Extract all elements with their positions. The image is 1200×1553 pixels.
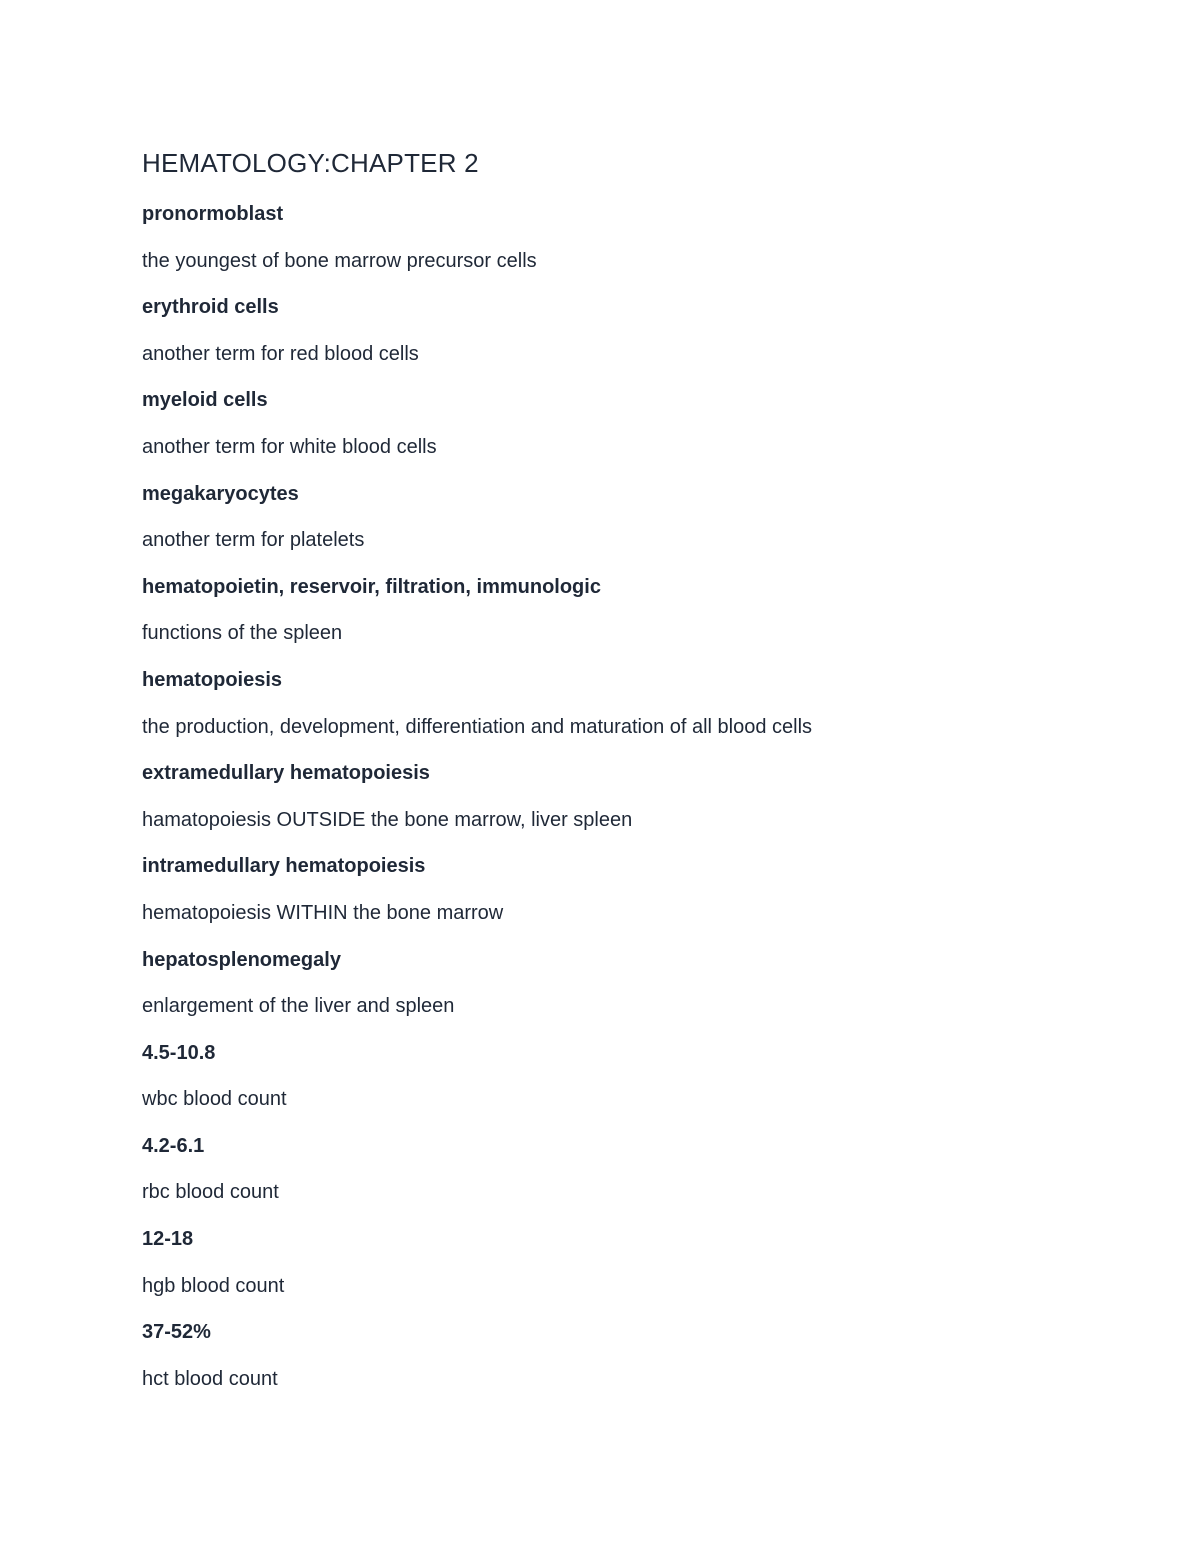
card-definition: hct blood count [142,1367,278,1390]
card-term: hepatosplenomegaly [142,948,341,971]
card-definition: hamatopoiesis OUTSIDE the bone marrow, liver spleen [142,808,633,831]
card-definition: hematopoiesis WITHIN the bone marrow [142,901,504,924]
card-term: 12-18 [142,1228,194,1251]
card-definition: another term for white blood cells [142,435,437,458]
card-definition: the youngest of bone marrow precursor cells [142,249,537,272]
card-definition: another term for red blood cells [142,342,419,365]
card-definition: wbc blood count [142,1088,287,1111]
card-term: hematopoietin, reservoir, filtration, immunologic [142,575,601,598]
card-term: pronormoblast [142,203,284,225]
card-definition: the production, development, differentiation and maturation of all blood cells [142,715,813,738]
card-term: 37-52% [142,1321,211,1344]
card-term: erythroid cells [142,296,279,319]
card-definition: hgb blood count [142,1274,285,1297]
card-term: megakaryocytes [142,482,299,505]
card-definition: rbc blood count [142,1181,279,1204]
card-term: extramedullary hematopoiesis [142,762,430,785]
document-title: HEMATOLOGY:CHAPTER 2 [142,148,479,178]
card-definition: another term for platelets [142,529,365,552]
flashcard-list [142,200,1102,1411]
card-term: myeloid cells [142,389,268,412]
card-term: intramedullary hematopoiesis [142,855,426,878]
card-definition: functions of the spleen [142,622,343,645]
card-definition: enlargement of the liver and spleen [142,995,455,1018]
card-term: 4.5-10.8 [142,1041,216,1064]
card-term: hematopoiesis [142,668,283,691]
card-term: 4.2-6.1 [142,1134,205,1157]
